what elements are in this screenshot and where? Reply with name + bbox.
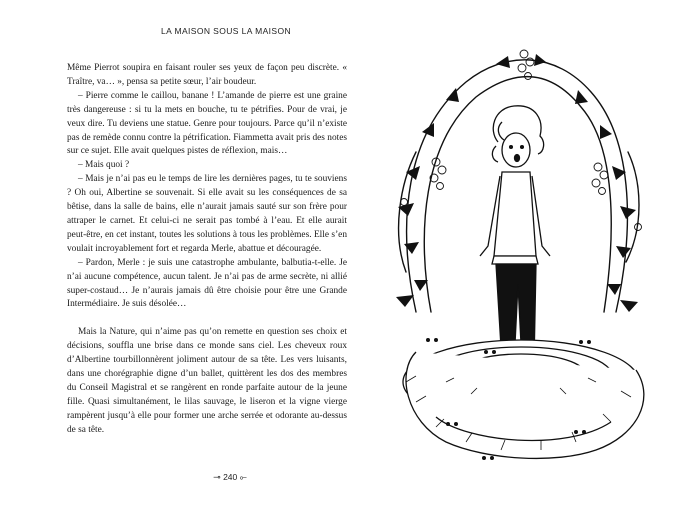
folio-ornament-right: ⟜ xyxy=(239,472,247,482)
paragraph: Même Pierrot soupira en faisant rouler ses yeux de façon peu discrète. « Traître, va… », pensa sa petite sœur, l’air boudeur. xyxy=(67,63,347,87)
page-number-value: 240 xyxy=(223,472,238,482)
paragraph: – Pardon, Merle : je suis une catastrophe ambulante, balbutia-t-elle. Je n’ai aucune compétence, aucun talent. Je n’ai pas de arme secrète, ni allié super-costaud… Je n’aurais jamais dû être choisie pour être une Grande Intermédiaire. Je suis désolée… xyxy=(67,257,347,310)
paragraph: – Mais quoi ? xyxy=(78,160,130,171)
paragraph: – Mais je n’ai pas eu le temps de lire les dernières pages, tu te souviens ? Oh oui, Albertine se souvenait. Si elle avait su les conséquences de sa bêtise, dans la salle de bains, elle n’aurait jamais sauté sur son frère pour attraper le carnet. Et celui-ci ne serait pas tombé à l’eau. Et elle aurait peut-être, en cet instant, toutes les solutions à tous les problèmes. Elle s’en voulait incroyablement fort et regarda Merle, abattue et découragée. xyxy=(67,174,347,254)
folio-ornament-left: ⊸ xyxy=(213,472,221,482)
sweater xyxy=(494,172,536,256)
running-head: LA MAISON SOUS LA MAISON xyxy=(160,26,292,36)
paragraph: – Pierre comme le caillou, banane ! L’amande de pierre est une graine très dangereuse : si tu la mets en bouche, tu te pétrifies. Pour de vrai, je veux dire. Tu deviens une statue. Genre pour toujours. Parce qu’il n’existe pas de remède connu contre la pétrification. Fiammetta avait pris des notes sur ce sujet. Elle avait quelques pistes de réflexion, mais… xyxy=(67,90,347,157)
ink-illustration xyxy=(376,22,666,492)
body-text xyxy=(67,62,347,437)
page-number xyxy=(140,472,320,483)
paragraph: Mais la Nature, qui n’aime pas qu’on remette en question ses choix et décisions, souffla une brise dans ce monde sans ciel. Les cheveux roux d’Albertine tourbillonnèrent joliment autour de sa tête. Les vers luisants, dans une chorégraphie digne d’un ballet, quittèrent les dos des membres du Conseil Magistral et se rangèrent en ronde parfaite autour de la jeune fille. Quasi simultanément, le lilas sauvage, le liseron et la vigne vierge rampèrent jusqu’à elle pour former une arche serrée et odorante au-dessus de sa tête. xyxy=(67,327,347,435)
glowworm-coil xyxy=(403,340,644,458)
girl-figure xyxy=(480,106,550,364)
